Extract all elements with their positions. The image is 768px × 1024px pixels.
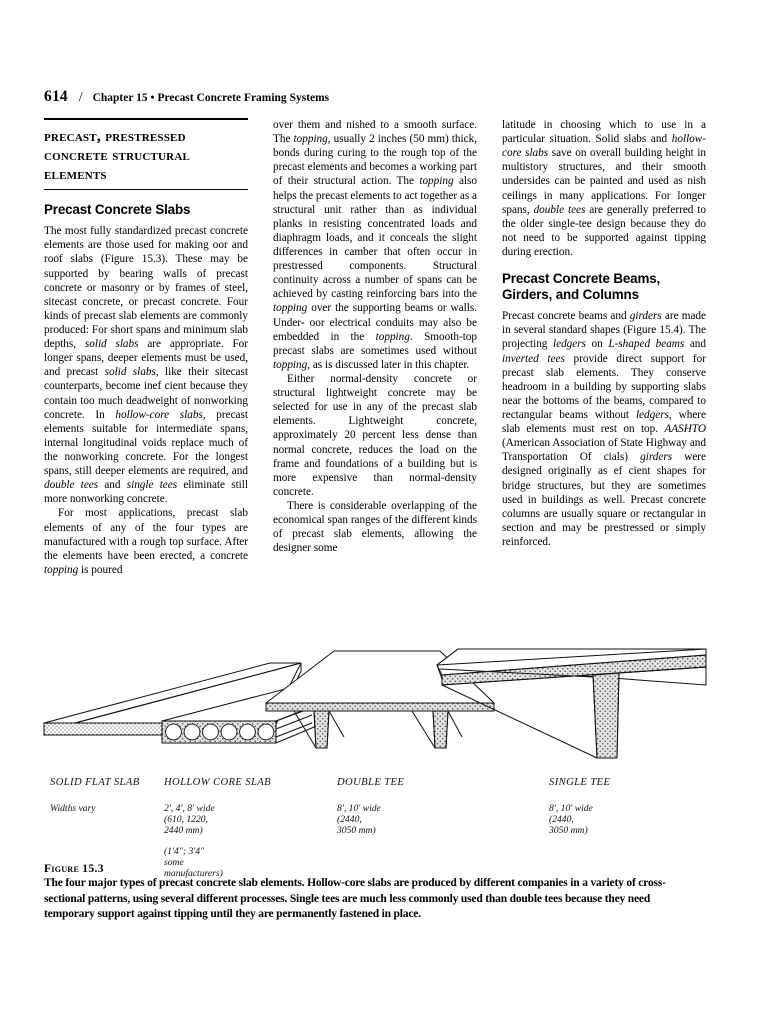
figure-label-line-3-0: 8', 10' wide xyxy=(549,803,593,814)
figure-number: Figure 15.3 xyxy=(44,862,104,875)
figure-label-title-0: SOLID FLAT SLAB xyxy=(50,777,140,788)
subheading-precast-concrete-beams: Precast Concrete Beams, Girders, and Columns xyxy=(502,271,661,302)
figure-label-title-2: DOUBLE TEE xyxy=(337,777,405,788)
paragraph-c1-p2: For most applications, precast slab elements of any of the four types are manufactured with a rough top surface. After the elements have been erected, a concrete topping is poured xyxy=(44,507,248,576)
section-rule-top xyxy=(44,118,248,120)
figure-label-line-1-0: 2', 4', 8' wide xyxy=(164,803,215,814)
text-column-3 xyxy=(502,118,706,549)
figure-label-line-3-1: (2440, xyxy=(549,814,574,825)
paragraph-c2-p1: over them and nished to a smooth surface. The topping, usually 2 inches (50 mm) thick, bonds during curing to the rough top of the precast elements and becomes a working part of their structural action. The topping also helps the precast elements to act together as a structural unit rather than as individual planks in resisting concentrated loads and diaphragm loads, and it conceals the slight differences in camber that often occur in prestressed components. Structural continuity across a number of spans can be achieved by casting reinforcing bars into the topping over the supporting beams or walls. Under- oor electrical conduits may also be embedded in the topping. Smooth-top precast slabs are sometimes used without topping, as is discussed later in this chapter. xyxy=(273,119,478,371)
figure-label-line-1-1: (610, 1220, xyxy=(164,814,208,825)
text-column-2 xyxy=(273,118,477,555)
figure-label-extra-1-1: some xyxy=(164,857,184,868)
figure-label-line-3-2: 3050 mm) xyxy=(549,825,588,836)
chapter-title: Chapter 15 • Precast Concrete Framing Systems xyxy=(92,92,330,104)
figure-label-title-3: SINGLE TEE xyxy=(549,777,611,788)
running-head-separator: / xyxy=(78,89,83,104)
section-heading: precast, prestressed concrete structural elements xyxy=(44,126,191,184)
paragraph-c3-p1: latitude in choosing which to use in a particular situation. Solid slabs and hollow-core slabs save on overall building height in multistory structures, and their smooth undersides can be painted and used as nish ceilings in many applications. For longer spans, double tees are generally preferred to the older single-tee design because they do not need to be supported against tipping during erection. xyxy=(502,119,706,258)
figure-label-title-1: HOLLOW CORE SLAB xyxy=(164,777,272,788)
figure-label-line-2-0: 8', 10' wide xyxy=(337,803,381,814)
paragraph-c2-p3: There is considerable overlapping of the economical span ranges of the different kinds of precast slab elements, allowing the designer some xyxy=(273,499,477,555)
figure-label-line-2-2: 3050 mm) xyxy=(337,825,376,836)
figure-label-line-2-1: (2440, xyxy=(337,814,362,825)
body-columns xyxy=(44,118,706,628)
running-head xyxy=(44,88,704,106)
section-rule-bottom xyxy=(44,189,248,190)
paragraph-c2-p2: Either normal-density concrete or structural lightweight concrete may be selected for use in any of the precast slab elements. Lightweight concrete, approximately 20 percent less dense than normal concrete, reduces the load on the frame and foundations of a building but is more expensive than normal-density concrete. xyxy=(273,372,477,498)
figure-caption-block xyxy=(44,862,674,923)
figure-label-line-0-0: Widths vary xyxy=(50,803,96,814)
subheading-precast-concrete-slabs: Precast Concrete Slabs xyxy=(44,201,191,217)
page-number: 614 xyxy=(44,88,68,105)
paragraph-c3-p2: Precast concrete beams and girders are made in several standard shapes (Figure 15.4). The projecting ledgers on L-shaped beams and inverted tees provide direct support for precast slab elements. They conserve headroom in a building by supporting slabs near the bottoms of the beams, compared to rectangular beams without ledgers, where slab elements must rest on top. AASHTO (American Association of State Highway and Transportation Of cials) girders were designed originally as ef cient shapes for bridge structures, but they are sometimes used in buildings as well. Precast concrete columns are usually square or rectangular in section and may be prestressed or simply reinforced. xyxy=(502,310,707,548)
figure-label-line-1-2: 2440 mm) xyxy=(164,825,203,836)
figure-label-extra-1-2: manufacturers) xyxy=(164,868,223,879)
paragraph-c1-p1: The most fully standardized precast concrete elements are those used for making oor and roof slabs (Figure 15.3). These may be supported by bearing walls of precast concrete or masonry or by frames of steel, sitecast concrete, or precast concrete. Four kinds of precast slab elements are commonly produced: For short spans and minimum slab depths, solid slabs are appropriate. For longer spans, deeper elements must be used, and precast solid slabs, like their sitecast counterparts, become inef cient because they contain too much deadweight of nonworking concrete. In hollow-core slabs, precast elements suitable for intermediate spans, internal longitudinal voids replace much of the nonworking concrete. For the longest spans, still deeper elements are required, and double tees and single tees eliminate still more nonworking concrete. xyxy=(44,225,249,506)
figure-caption-text: The four major types of precast concrete slab elements. Hollow-core slabs are produced by different companies in a variety of cross-sectional patterns, using several different processes. Single tees are much less commonly used than double tees because they need temporary support against tipping until they are permanently fastened in place. xyxy=(44,877,666,921)
figure-label-extra-1-0: (1'4"; 3'4" xyxy=(164,846,205,857)
text-column-1 xyxy=(44,118,248,577)
